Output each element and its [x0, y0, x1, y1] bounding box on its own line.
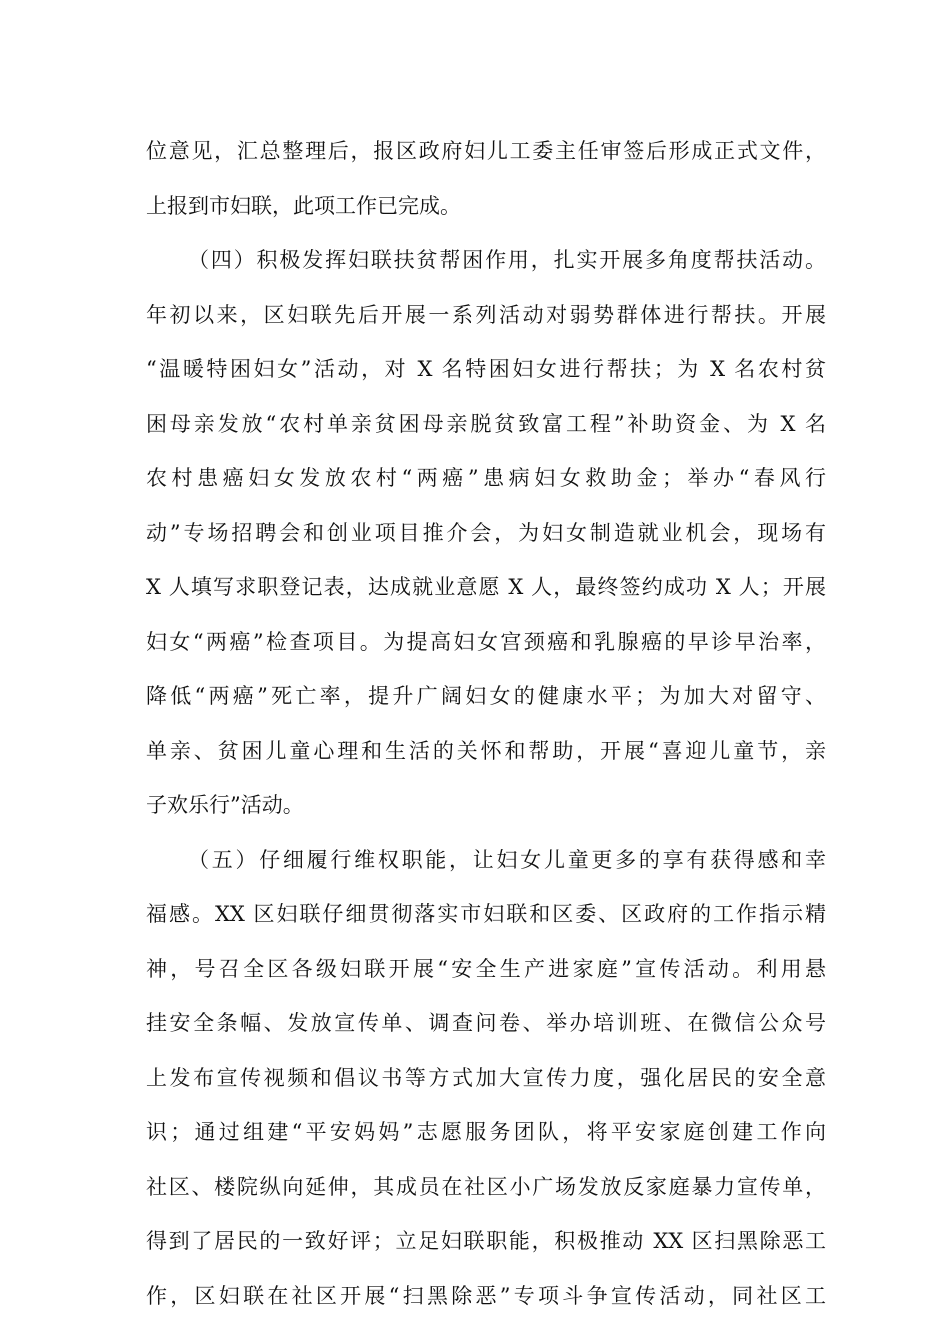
text-line: 子欢乐行”活动。 — [146, 793, 304, 817]
text-line: 妇女“两癌”检查项目。为提高妇女宫颈癌和乳腺癌的早诊早治率， — [146, 629, 826, 654]
text-line: 神，号召全区各级妇联开展“安全生产进家庭”宣传活动。利用悬 — [146, 956, 826, 981]
text-line: 作，区妇联在社区开展“扫黑除恶”专项斗争宣传活动，同社区工 — [146, 1283, 826, 1308]
text-line: 动”专场招聘会和创业项目推介会，为妇女制造就业机会，现场有 — [146, 520, 826, 545]
text-line: 挂安全条幅、发放宣传单、调查问卷、举办培训班、在微信公众号 — [146, 1011, 826, 1035]
text-line: 社区、楼院纵向延伸，其成员在社区小广场发放反家庭暴力宣传单， — [146, 1174, 826, 1199]
text-line: 上报到市妇联，此项工作已完成。 — [146, 193, 461, 218]
text-line: 识；通过组建“平安妈妈”志愿服务团队，将平安家庭创建工作向 — [146, 1120, 826, 1144]
text-line: “温暖特困妇女”活动，对 X 名特困妇女进行帮扶；为 X 名农村贫 — [146, 357, 826, 381]
text-line: 单亲、贫困儿童心理和生活的关怀和帮助，开展“喜迎儿童节，亲 — [146, 738, 826, 763]
text-line: 降低“两癌”死亡率，提升广阔妇女的健康水平；为加大对留守、 — [146, 684, 826, 708]
document-body — [146, 124, 826, 1323]
text-line: 福感。XX 区妇联仔细贯彻落实市妇联和区委、区政府的工作指示精 — [146, 902, 826, 926]
text-line: 困母亲发放“农村单亲贫困母亲脱贫致富工程”补助资金、为 X 名 — [146, 411, 826, 436]
text-line: （四）积极发挥妇联扶贫帮困作用，扎实开展多角度帮扶活动。 — [188, 248, 826, 272]
text-line: 得到了居民的一致好评；立足妇联职能，积极推动 XX 区扫黑除恶工 — [146, 1229, 826, 1253]
paragraph-continuation — [146, 124, 826, 233]
text-line: 年初以来，区妇联先后开展一系列活动对弱势群体进行帮扶。开展 — [146, 302, 826, 327]
text-line: （五）仔细履行维权职能，让妇女儿童更多的享有获得感和幸 — [188, 847, 826, 872]
text-line: 上发布宣传视频和倡议书等方式加大宣传力度，强化居民的安全意 — [146, 1065, 826, 1090]
text-line: 农村患癌妇女发放农村“两癌”患病妇女救助金；举办“春风行 — [146, 466, 826, 490]
text-line: X 人填写求职登记表，达成就业意愿 X 人，最终签约成功 X 人；开展 — [146, 575, 826, 599]
paragraph-section-4 — [146, 233, 826, 833]
paragraph-section-5 — [146, 833, 826, 1324]
text-line: 位意见，汇总整理后，报区政府妇儿工委主任审签后形成正式文件， — [146, 139, 826, 163]
